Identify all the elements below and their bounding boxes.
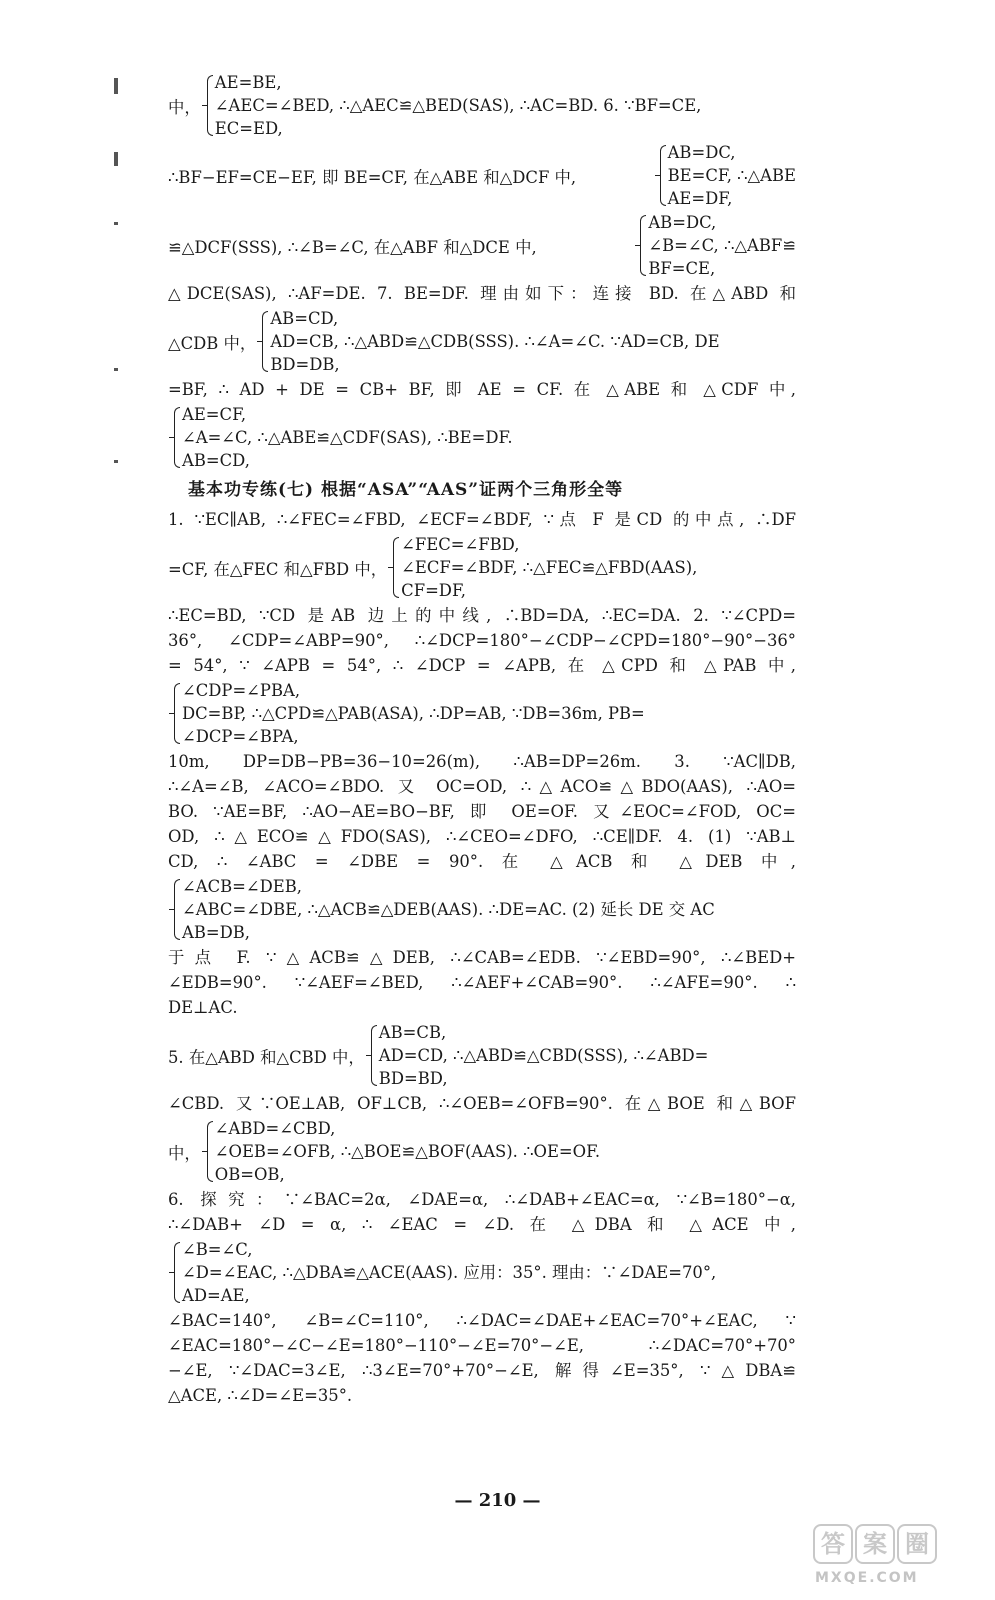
watermark-char: 圈 bbox=[897, 1524, 937, 1564]
brace bbox=[203, 1121, 212, 1182]
binding-mark bbox=[114, 78, 118, 94]
brace bbox=[389, 537, 398, 598]
brace bbox=[636, 215, 645, 276]
text-line: ∠EAC=180°−∠C−∠E=180°−110°−∠E=70°−∠E, ∴∠DAC=70°+70° bbox=[168, 1336, 796, 1355]
page-number: — 210 — bbox=[454, 1490, 541, 1511]
brace bbox=[170, 407, 179, 468]
text-line: ∠BAC=140°, ∠B=∠C=110°, ∴∠DAC=∠DAE+∠EAC=70°+∠EAC, ∵ bbox=[168, 1311, 796, 1330]
equation-system: 5. 在△ABD 和△CBD 中， AB=CB, AD=CD, ∴△ABD≌△CBD(SSS), ∴∠ABD= BD=BD, bbox=[168, 1023, 709, 1088]
text-line: ∴EC=BD, ∵CD 是AB 边上的中线, ∴BD=DA, ∴EC=DA. 2. ∵∠CPD= bbox=[168, 606, 796, 625]
binding-mark bbox=[114, 152, 118, 166]
text-line: ∠EDB=90°. ∵∠AEF=∠BED, ∴∠AEF+∠CAB=90°. ∴∠AFE=90°. ∴ bbox=[168, 973, 796, 992]
equation-system: ∠ACB=∠DEB, ∠ABC=∠DBE, ∴△ACB≌△DEB(AAS). ∴DE=AC. (2) 延长 DE 交 AC AB=DB, bbox=[168, 875, 796, 944]
binding-mark bbox=[114, 460, 118, 463]
equation-system: AE=CF, ∠A=∠C, ∴△ABE≌△CDF(SAS), ∴BE=DF. AB=CD, bbox=[168, 403, 796, 472]
solution-text bbox=[168, 70, 796, 1408]
equation-system: =CF, 在△FEC 和△FBD 中， ∠FEC=∠FBD, ∠ECF=∠BDF, ∴△FEC≌△FBD(AAS), CF=DF, bbox=[168, 535, 698, 600]
equation-system: 中， AE=BE, ∠AEC=∠BED, ∴△AEC≌△BED(SAS), ∴AC=BD. 6. ∵BF=CE, EC=ED, bbox=[168, 73, 702, 138]
text-line: OD, ∴△ECO≌△FDO(SAS), ∴∠CEO=∠DFO, ∴CE∥DF. 4. (1) ∵AB⊥ bbox=[168, 827, 796, 846]
text-line: BO. ∵AE=BF, ∴AO−AE=BO−BF, 即 OE=OF. 又∠EOC=∠FOD, OC= bbox=[168, 802, 796, 821]
text-line: DE⊥AC. bbox=[168, 998, 238, 1017]
equation-system: ∠B=∠C, ∠D=∠EAC, ∴△DBA≌△ACE(AAS). 应用：35°. 理由：∵∠DAE=70°, AD=AE, bbox=[168, 1238, 796, 1307]
equation-system: ∴BF−EF=CE−EF, 即 BE=CF, 在△ABE 和△DCF 中, AB=DC, BE=CF, ∴△ABE AE=DF, bbox=[168, 143, 796, 208]
brace bbox=[170, 683, 179, 744]
brace bbox=[170, 879, 179, 940]
text-line: 于点 F. ∵△ACB≌△DEB, ∴∠CAB=∠EDB. ∵∠EBD=90°, ∴∠BED+ bbox=[168, 948, 796, 967]
brace bbox=[258, 311, 267, 372]
text-line: −∠E, ∵∠DAC=3∠E, ∴3∠E=70°+70°−∠E, 解得∠E=35°, ∵△DBA≌ bbox=[168, 1361, 796, 1380]
equation-system: △CDB 中， AB=CD, AD=CB, ∴△ABD≌△CDB(SSS). ∴∠A=∠C. ∵AD=CB, DE BD=DB, bbox=[168, 309, 720, 374]
text-line: = 54°, ∵ ∠APB = 54°, ∴ ∠DCP = ∠APB, 在 △CPD 和 △PAB 中, bbox=[168, 656, 796, 675]
watermark-char: 案 bbox=[855, 1524, 895, 1564]
brace bbox=[203, 75, 212, 136]
brace bbox=[656, 145, 665, 206]
text-line: 36°, ∠CDP=∠ABP=90°, ∴∠DCP=180°−∠CDP−∠CPD=180°−90°−36° bbox=[168, 631, 796, 650]
brace bbox=[170, 1242, 179, 1303]
text-line: 10m, DP=DB−PB=36−10=26(m), ∴AB=DP=26m. 3. ∵AC∥DB, bbox=[168, 752, 796, 771]
watermark-char: 答 bbox=[813, 1524, 853, 1564]
watermark-url: MXQE.COM bbox=[815, 1570, 919, 1586]
text-line: ∴∠DAB+ ∠D = α, ∴ ∠EAC = ∠D. 在 △DBA 和 △ACE 中, bbox=[168, 1215, 796, 1234]
equation-system: 中， ∠ABD=∠CBD, ∠OEB=∠OFB, ∴△BOE≌△BOF(AAS). ∴OE=OF. OB=OB, bbox=[168, 1119, 601, 1184]
watermark-logo bbox=[813, 1524, 973, 1586]
binding-mark bbox=[114, 222, 118, 225]
section-heading: 基本功专练(七) 根据“ASA”“AAS”证两个三角形全等 bbox=[188, 480, 624, 500]
text-line: ∠CBD. 又∵OE⊥AB, OF⊥CB, ∴∠OEB=∠OFB=90°. 在△BOE 和△BOF bbox=[168, 1094, 796, 1113]
binding-mark bbox=[114, 368, 118, 371]
text-line: △ACE, ∴∠D=∠E=35°. bbox=[168, 1386, 353, 1405]
text-line: 1. ∵EC∥AB, ∴∠FEC=∠FBD, ∠ECF=∠BDF, ∵点 F 是CD 的中点, ∴DF bbox=[168, 510, 796, 529]
brace bbox=[367, 1025, 376, 1086]
text-line: ∴∠A=∠B, ∠ACO=∠BDO. 又 OC=OD, ∴△ACO≌△BDO(AAS), ∴AO= bbox=[168, 777, 796, 796]
text-line: △DCE(SAS), ∴AF=DE. 7. BE=DF. 理由如下：连接 BD. 在△ABD 和 bbox=[168, 284, 796, 303]
equation-system: ∠CDP=∠PBA, DC=BP, ∴△CPD≌△PAB(ASA), ∴DP=AB, ∵DB=36m, PB= ∠DCP=∠BPA, bbox=[168, 679, 796, 748]
text-line: =BF, ∴ AD + DE = CB+ BF, 即 AE = CF. 在 △ABE 和 △CDF 中, bbox=[168, 380, 796, 399]
equation-system: ≌△DCF(SSS), ∴∠B=∠C, 在△ABF 和△DCE 中, AB=DC, ∠B=∠C, ∴△ABF≌ BF=CE, bbox=[168, 213, 796, 278]
text-line: 6. 探究：∵∠BAC=2α, ∠DAE=α, ∴∠DAB+∠EAC=α, ∵∠B=180°−α, bbox=[168, 1190, 796, 1209]
text-line: CD, ∴ ∠ABC = ∠DBE = 90°. 在 △ACB 和 △DEB 中, bbox=[168, 852, 796, 871]
